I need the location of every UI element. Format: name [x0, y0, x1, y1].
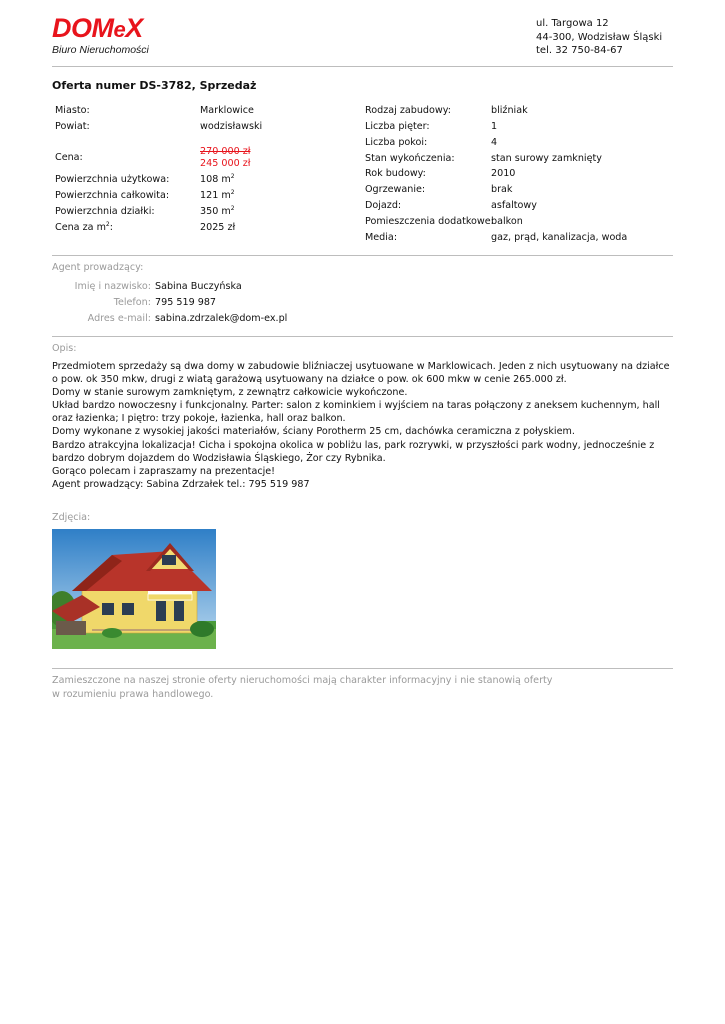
house-illustration — [52, 529, 216, 649]
value-media: gaz, prąd, kanalizacja, woda — [491, 232, 628, 243]
agent-email: sabina.zdrzalek@dom-ex.pl — [155, 313, 288, 324]
offer-title: Oferta numer DS-3782, Sprzedaż — [52, 79, 257, 92]
label-ogrzewanie: Ogrzewanie: — [365, 184, 426, 195]
header-divider — [52, 66, 673, 67]
details-divider — [52, 255, 673, 256]
label-dojazd: Dojazd: — [365, 200, 402, 211]
label-miasto: Miasto: — [55, 105, 90, 116]
agent-name-label: Imię i nazwisko: — [74, 281, 151, 292]
value-pow-calkowita: 121 $m^2$ — [200, 188, 235, 201]
logo-wordmark: DOMeX — [52, 13, 143, 43]
company-phone: tel. 32 750-84-67 — [536, 45, 623, 56]
value-dojazd: asfaltowy — [491, 200, 537, 211]
agent-phone-label: Telefon: — [113, 297, 151, 308]
label-media: Media: — [365, 232, 398, 243]
agent-email-label: Adres e-mail: — [87, 313, 151, 324]
description-line: Przedmiotem sprzedaży są dwa domy w zabudowie bliźniaczej usytuowane w Marklowicach. Jeden z nich usytuowany na działce o pow. ok 350 mkw, drugi z wiatą garażową usytuowany na działce o pow. ok 600 mkw w cenie 265.000 zł. — [52, 361, 670, 386]
label-stan: Stan wykończenia: — [365, 153, 455, 164]
description-line: Układ bardzo nowoczesny i funkcjonalny. Parter: salon z kominkiem i wyjściem na taras połączony z aneksem kuchennym, hall oraz łazienka; I piętro: trzy pokoje, łazienka, hall oraz balkon. — [52, 400, 660, 425]
value-ogrzewanie: brak — [491, 184, 513, 195]
label-cena: Cena: — [55, 152, 83, 163]
value-pietra: 1 — [491, 121, 498, 132]
photos-section-label: Zdjęcia: — [52, 512, 91, 523]
label-pietra: Liczba pięter: — [365, 121, 430, 132]
value-pow-dzialki: 350 $m^2$ — [200, 204, 235, 217]
label-cena-m2: Cena za $m^2$: — [55, 220, 113, 233]
label-pow-dzialki: Powierzchnia działki: — [55, 206, 155, 217]
description-line: Bardzo atrakcyjna lokalizacja! Cicha i spokojna okolica w pobliżu las, park rozrywki, w przyszłości park wodny, jednocześnie z bardzo dobrym dojazdem do Wodzisławia Śląskiego, Żor czy Rybnika. — [52, 439, 655, 464]
label-rok: Rok budowy: — [365, 168, 426, 179]
disclaimer — [52, 674, 572, 701]
label-rodzaj: Rodzaj zabudowy: — [365, 105, 451, 116]
label-pokoje: Liczba pokoi: — [365, 137, 428, 148]
company-address — [536, 17, 662, 58]
description-section-label: Opis: — [52, 343, 77, 354]
agent-divider — [52, 336, 673, 337]
value-rok: 2010 — [491, 168, 516, 179]
logo-subtitle: Biuro Nieruchomości — [52, 44, 149, 56]
new-price: 245 000 zł — [200, 158, 251, 169]
house-photo[interactable] — [52, 529, 216, 649]
disclaimer-line-2: w rozumieniu prawa handlowego. — [52, 688, 214, 700]
address-line-2: 44-300, Wodzisław Śląski — [536, 31, 663, 43]
address-line-1: ul. Targowa 12 — [536, 18, 609, 29]
description-line: Gorąco polecam i zapraszamy na prezentacje! — [52, 465, 276, 477]
value-pow-uzytkowa: 108 $m^2$ — [200, 172, 235, 185]
footer-divider — [52, 668, 673, 669]
description-line: Domy w stanie surowym zamkniętym, z zewnątrz całkowicie wykończone. — [52, 387, 408, 399]
description-line: Domy wykonane z wysokiej jakości materiałów, ściany Porotherm 25 cm, dachówka ceramiczna z połyskiem. — [52, 426, 575, 438]
value-miasto: Marklowice — [200, 105, 254, 116]
value-powiat: wodzisławski — [200, 121, 263, 132]
disclaimer-line-1: Zamieszczone na naszej stronie oferty nieruchomości mają charakter informacyjny i nie stanowią oferty — [52, 675, 553, 686]
label-pow-uzytkowa: Powierzchnia użytkowa: — [55, 174, 170, 185]
label-powiat: Powiat: — [55, 121, 90, 132]
company-logo — [52, 14, 182, 56]
value-rodzaj: bliźniak — [491, 105, 528, 116]
value-pokoje: 4 — [491, 137, 498, 148]
old-price: 270 000 zł — [200, 146, 251, 157]
value-stan: stan surowy zamknięty — [491, 153, 602, 164]
agent-section-label: Agent prowadzący: — [52, 262, 144, 273]
value-cena-m2: 2025 zł — [200, 222, 236, 233]
description-text — [52, 360, 677, 491]
agent-phone: 795 519 987 — [155, 297, 217, 308]
label-pomieszczenia: Pomieszczenia dodatkowe: — [365, 216, 494, 227]
agent-name: Sabina Buczyńska — [155, 281, 242, 292]
label-pow-calkowita: Powierzchnia całkowita: — [55, 190, 170, 201]
description-line: Agent prowadzący: Sabina Zdrzałek tel.: 795 519 987 — [52, 478, 310, 490]
value-pomieszczenia: balkon — [491, 216, 523, 227]
